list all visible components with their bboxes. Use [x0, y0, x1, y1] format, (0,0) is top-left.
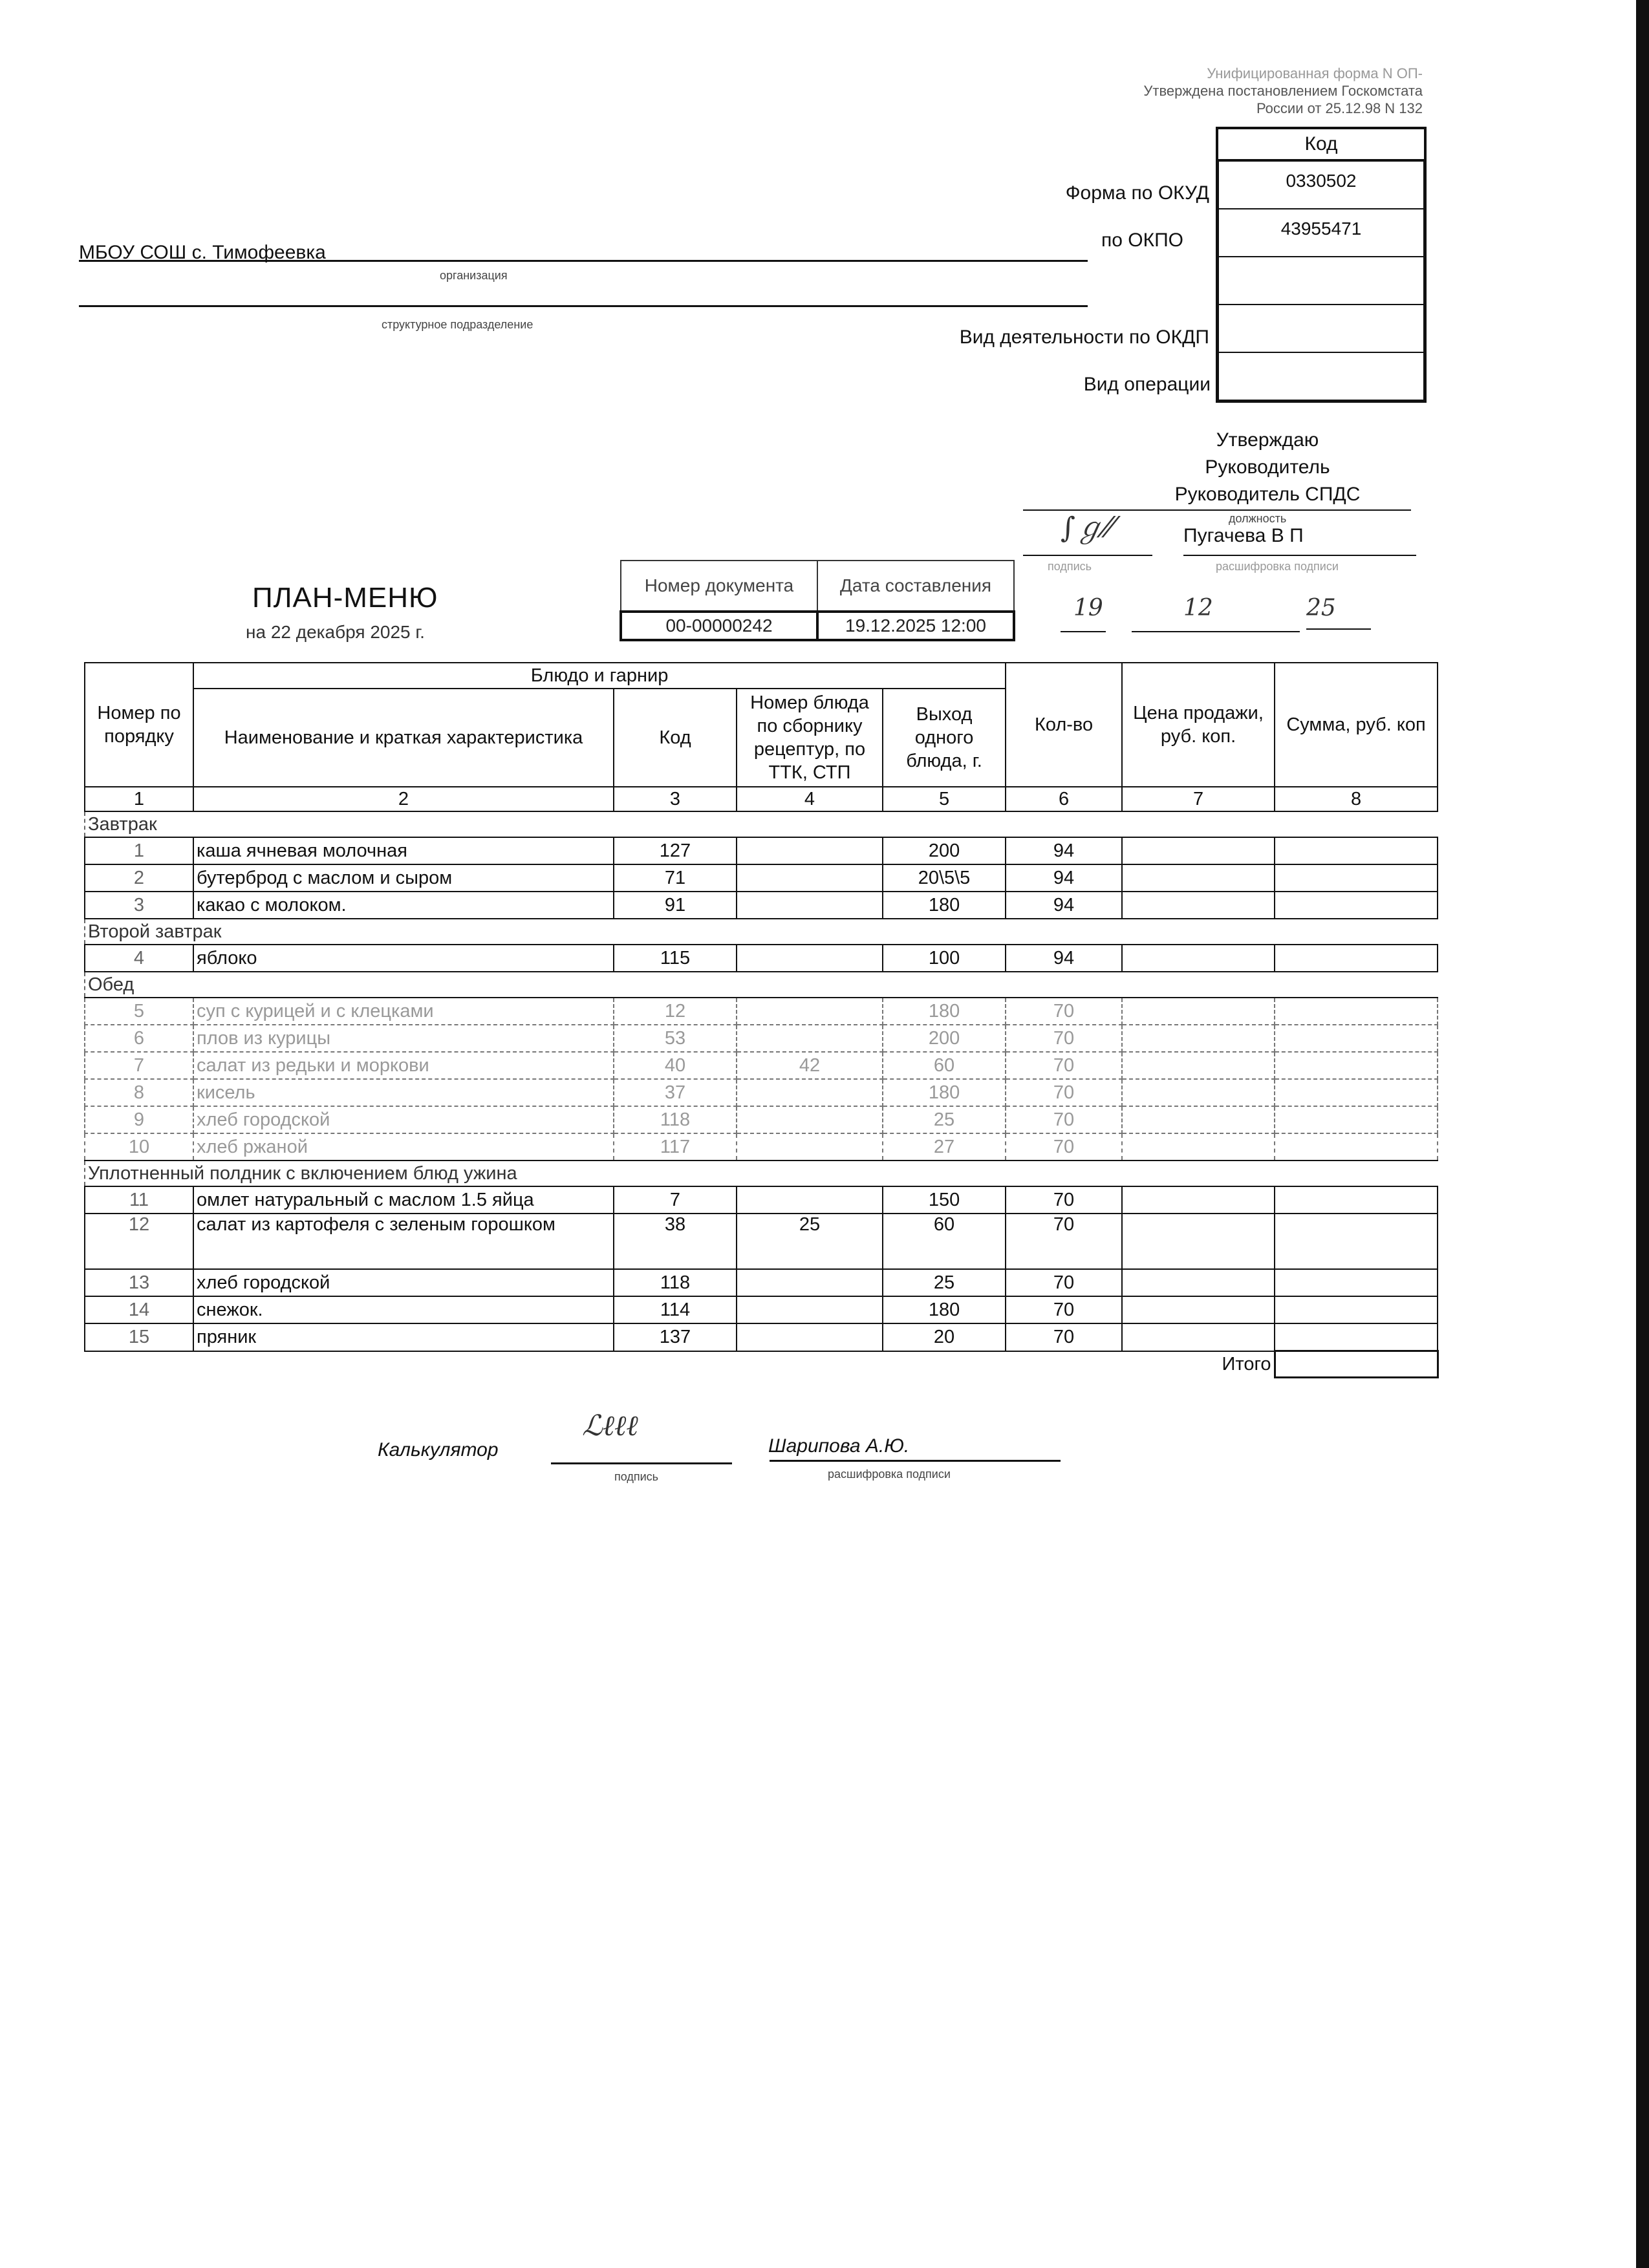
cell-name: пряник	[193, 1323, 614, 1351]
okpo-label: по ОКПО	[1101, 230, 1183, 251]
cell-yield: 200	[883, 1025, 1006, 1052]
cell-num: 12	[85, 1214, 193, 1269]
cell-recipe	[737, 1133, 883, 1161]
cell-price	[1122, 1214, 1275, 1269]
cell-name: суп с курицей и с клецками	[193, 998, 614, 1025]
doc-date-header: Дата составления	[817, 561, 1014, 612]
calculator-name-caption: расшифровка подписи	[828, 1468, 951, 1481]
cell-num: 2	[85, 864, 193, 892]
cell-price	[1122, 864, 1275, 892]
cell-code: 117	[614, 1133, 737, 1161]
cell-name: хлеб городской	[193, 1106, 614, 1133]
menu-item-row	[85, 864, 1438, 892]
cell-price	[1122, 998, 1275, 1025]
menu-item-row	[85, 1214, 1438, 1269]
approval-date-day: 19	[1073, 595, 1103, 621]
section-row	[85, 919, 1438, 945]
doc-number-value: 00-00000242	[621, 612, 817, 640]
cell-recipe	[737, 1079, 883, 1106]
cell-qty: 70	[1006, 1296, 1122, 1323]
cell-sum	[1275, 1269, 1438, 1296]
menu-item-row	[85, 1079, 1438, 1106]
total-label: Итого	[1222, 1354, 1271, 1375]
cell-recipe: 42	[737, 1052, 883, 1079]
section-title: Завтрак	[85, 811, 1438, 837]
cell-price	[1122, 1052, 1275, 1079]
cell-yield: 20\5\5	[883, 864, 1006, 892]
header-group: Блюдо и гарнир	[193, 663, 1006, 689]
cell-recipe	[737, 1323, 883, 1351]
cell-yield: 60	[883, 1052, 1006, 1079]
date-month-line	[1132, 631, 1300, 632]
date-year-line	[1306, 628, 1371, 630]
cell-num: 6	[85, 1025, 193, 1052]
form-note	[1035, 65, 1423, 117]
cell-num: 1	[85, 837, 193, 864]
cell-price	[1122, 1133, 1275, 1161]
section-row	[85, 972, 1438, 998]
cell-code: 7	[614, 1186, 737, 1214]
menu-item-row	[85, 998, 1438, 1025]
total-row	[85, 1351, 1438, 1378]
cell-price	[1122, 837, 1275, 864]
header-num: Номер по порядку	[85, 663, 193, 787]
cell-code: 115	[614, 945, 737, 972]
approval-block	[1099, 427, 1436, 508]
cell-recipe	[737, 945, 883, 972]
cell-yield: 180	[883, 1296, 1006, 1323]
cell-num: 9	[85, 1106, 193, 1133]
cell-code: 114	[614, 1296, 737, 1323]
column-number: 5	[883, 787, 1006, 811]
blank-code-value	[1219, 257, 1423, 305]
cell-yield: 60	[883, 1214, 1006, 1269]
code-box	[1216, 162, 1427, 403]
header-code: Код	[614, 689, 737, 787]
approval-position: Руководитель СПДС	[1174, 484, 1361, 505]
cell-name: кисель	[193, 1079, 614, 1106]
form-note-line1: Унифицированная форма N ОП-	[1207, 65, 1423, 81]
section-row	[85, 811, 1438, 837]
menu-item-row	[85, 1025, 1438, 1052]
cell-sum	[1275, 1214, 1438, 1269]
cell-qty: 70	[1006, 1186, 1122, 1214]
cell-recipe: 25	[737, 1214, 883, 1269]
cell-price	[1122, 1186, 1275, 1214]
organization-name: МБОУ СОШ с. Тимофеевка	[79, 242, 326, 263]
menu-item-row	[85, 945, 1438, 972]
cell-qty: 70	[1006, 1052, 1122, 1079]
calculator-name: Шарипова А.Ю.	[768, 1435, 910, 1457]
cell-name: салат из картофеля с зеленым горошком	[193, 1214, 614, 1269]
okud-label: Форма по ОКУД	[1065, 182, 1209, 204]
menu-item-row	[85, 837, 1438, 864]
cell-qty: 70	[1006, 1269, 1122, 1296]
scan-edge	[1636, 0, 1649, 2268]
document-number-table	[620, 560, 1015, 641]
form-note-line3: России от 25.12.98 N 132	[1256, 100, 1423, 116]
cell-name: омлет натуральный с маслом 1.5 яйца	[193, 1186, 614, 1214]
organization-caption: организация	[440, 269, 508, 282]
cell-recipe	[737, 892, 883, 919]
document-subtitle: на 22 декабря 2025 г.	[246, 622, 425, 642]
section-title: Второй завтрак	[85, 919, 1438, 945]
cell-num: 4	[85, 945, 193, 972]
subdivision-line	[79, 305, 1088, 307]
cell-recipe	[737, 1106, 883, 1133]
cell-name: бутерброд с маслом и сыром	[193, 864, 614, 892]
cell-num: 10	[85, 1133, 193, 1161]
section-title: Обед	[85, 972, 1438, 998]
column-number: 4	[737, 787, 883, 811]
cell-code: 137	[614, 1323, 737, 1351]
doc-number-header: Номер документа	[621, 561, 817, 612]
calculator-signature: ℒℓℓℓ	[582, 1409, 638, 1442]
cell-code: 71	[614, 864, 737, 892]
cell-num: 3	[85, 892, 193, 919]
cell-code: 53	[614, 1025, 737, 1052]
header-name: Наименование и краткая характеристика	[193, 689, 614, 787]
cell-sum	[1275, 864, 1438, 892]
approver-name: Пугачева В П	[1183, 525, 1304, 546]
cell-price	[1122, 945, 1275, 972]
cell-sum	[1275, 1079, 1438, 1106]
okud-value: 0330502	[1219, 162, 1423, 209]
header-yield: Выход одного блюда, г.	[883, 689, 1006, 787]
cell-yield: 25	[883, 1106, 1006, 1133]
cell-qty: 70	[1006, 1133, 1122, 1161]
cell-name: хлеб ржаной	[193, 1133, 614, 1161]
cell-num: 11	[85, 1186, 193, 1214]
cell-yield: 100	[883, 945, 1006, 972]
approver-name-caption: расшифровка подписи	[1216, 560, 1339, 573]
approver-signature-line	[1023, 555, 1152, 556]
cell-num: 13	[85, 1269, 193, 1296]
cell-sum	[1275, 1025, 1438, 1052]
header-sum: Сумма, руб. коп	[1275, 663, 1438, 787]
cell-recipe	[737, 837, 883, 864]
column-number: 6	[1006, 787, 1122, 811]
column-number: 8	[1275, 787, 1438, 811]
cell-yield: 27	[883, 1133, 1006, 1161]
column-number: 1	[85, 787, 193, 811]
calculator-signature-line	[551, 1462, 732, 1464]
cell-yield: 25	[883, 1269, 1006, 1296]
code-block	[1216, 127, 1427, 403]
approver-signature-caption: подпись	[1048, 560, 1092, 573]
header-qty: Кол-во	[1006, 663, 1122, 787]
cell-sum	[1275, 1296, 1438, 1323]
cell-code: 127	[614, 837, 737, 864]
cell-sum	[1275, 945, 1438, 972]
cell-price	[1122, 1079, 1275, 1106]
cell-qty: 70	[1006, 1079, 1122, 1106]
section-title: Уплотненный полдник с включением блюд ужина	[85, 1161, 1438, 1186]
code-header: Код	[1216, 127, 1427, 162]
cell-recipe	[737, 1186, 883, 1214]
cell-recipe	[737, 1025, 883, 1052]
subdivision-caption: структурное подразделение	[382, 318, 534, 331]
menu-item-row	[85, 1106, 1438, 1133]
cell-sum	[1275, 998, 1438, 1025]
cell-name: яблоко	[193, 945, 614, 972]
menu-table	[84, 662, 1439, 1378]
cell-sum	[1275, 837, 1438, 864]
approval-title: Утверждаю	[1216, 429, 1319, 451]
approval-role: Руководитель	[1205, 456, 1330, 478]
cell-yield: 150	[883, 1186, 1006, 1214]
cell-sum	[1275, 1323, 1438, 1351]
menu-item-row	[85, 1052, 1438, 1079]
operation-label: Вид операции	[1083, 374, 1211, 395]
cell-code: 38	[614, 1214, 737, 1269]
cell-recipe	[737, 1296, 883, 1323]
cell-price	[1122, 1025, 1275, 1052]
menu-item-row	[85, 1296, 1438, 1323]
cell-recipe	[737, 998, 883, 1025]
total-value	[1275, 1351, 1438, 1378]
cell-code: 118	[614, 1106, 737, 1133]
cell-qty: 94	[1006, 945, 1122, 972]
column-numbers-row	[85, 787, 1438, 811]
cell-code: 91	[614, 892, 737, 919]
cell-code: 40	[614, 1052, 737, 1079]
menu-item-row	[85, 1186, 1438, 1214]
calculator-label: Калькулятор	[378, 1439, 499, 1460]
column-number: 2	[193, 787, 614, 811]
cell-recipe	[737, 1269, 883, 1296]
cell-num: 14	[85, 1296, 193, 1323]
cell-qty: 70	[1006, 1323, 1122, 1351]
cell-recipe	[737, 864, 883, 892]
approver-name-line	[1183, 555, 1416, 556]
cell-qty: 94	[1006, 892, 1122, 919]
position-caption: должность	[1229, 512, 1287, 525]
calculator-name-line	[770, 1460, 1061, 1462]
cell-num: 15	[85, 1323, 193, 1351]
cell-yield: 180	[883, 892, 1006, 919]
cell-num: 7	[85, 1052, 193, 1079]
cell-code: 118	[614, 1269, 737, 1296]
cell-price	[1122, 1106, 1275, 1133]
cell-name: снежок.	[193, 1296, 614, 1323]
cell-qty: 70	[1006, 1106, 1122, 1133]
organization-line	[79, 260, 1088, 262]
menu-item-row	[85, 892, 1438, 919]
cell-qty: 94	[1006, 864, 1122, 892]
okdp-value	[1219, 305, 1423, 353]
cell-price	[1122, 1269, 1275, 1296]
cell-num: 8	[85, 1079, 193, 1106]
cell-sum	[1275, 892, 1438, 919]
cell-code: 12	[614, 998, 737, 1025]
cell-qty: 70	[1006, 1214, 1122, 1269]
cell-yield: 180	[883, 998, 1006, 1025]
cell-sum	[1275, 1106, 1438, 1133]
approval-date-month: 12	[1183, 595, 1213, 621]
cell-price	[1122, 892, 1275, 919]
director-signature: ∫ℊ⁄⁄	[1061, 511, 1114, 544]
cell-yield: 20	[883, 1323, 1006, 1351]
cell-qty: 70	[1006, 1025, 1122, 1052]
menu-item-row	[85, 1323, 1438, 1351]
cell-qty: 70	[1006, 998, 1122, 1025]
form-note-line2: Утверждена постановлением Госкомстата	[1143, 83, 1423, 99]
cell-price	[1122, 1323, 1275, 1351]
okpo-value: 43955471	[1219, 209, 1423, 257]
approval-date-year: 25	[1306, 595, 1336, 621]
cell-name: хлеб городской	[193, 1269, 614, 1296]
header-price: Цена продажи, руб. коп.	[1122, 663, 1275, 787]
cell-sum	[1275, 1186, 1438, 1214]
cell-name: каша ячневая молочная	[193, 837, 614, 864]
cell-num: 5	[85, 998, 193, 1025]
cell-name: салат из редьки и моркови	[193, 1052, 614, 1079]
cell-yield: 200	[883, 837, 1006, 864]
operation-value	[1219, 353, 1423, 400]
cell-name: какао с молоком.	[193, 892, 614, 919]
menu-item-row	[85, 1133, 1438, 1161]
section-row	[85, 1161, 1438, 1186]
column-number: 7	[1122, 787, 1275, 811]
menu-body	[85, 811, 1438, 1351]
cell-sum	[1275, 1052, 1438, 1079]
cell-code: 37	[614, 1079, 737, 1106]
menu-item-row	[85, 1269, 1438, 1296]
header-recipe: Номер блюда по сборнику рецептур, по ТТК, СТП	[737, 689, 883, 787]
date-day-line	[1061, 631, 1106, 632]
okdp-label: Вид деятельности по ОКДП	[959, 326, 1209, 348]
cell-yield: 180	[883, 1079, 1006, 1106]
document-title: ПЛАН-МЕНЮ	[252, 582, 438, 614]
cell-name: плов из курицы	[193, 1025, 614, 1052]
cell-price	[1122, 1296, 1275, 1323]
cell-sum	[1275, 1133, 1438, 1161]
doc-date-value: 19.12.2025 12:00	[817, 612, 1014, 640]
calculator-signature-caption: подпись	[614, 1470, 659, 1483]
column-number: 3	[614, 787, 737, 811]
cell-qty: 94	[1006, 837, 1122, 864]
